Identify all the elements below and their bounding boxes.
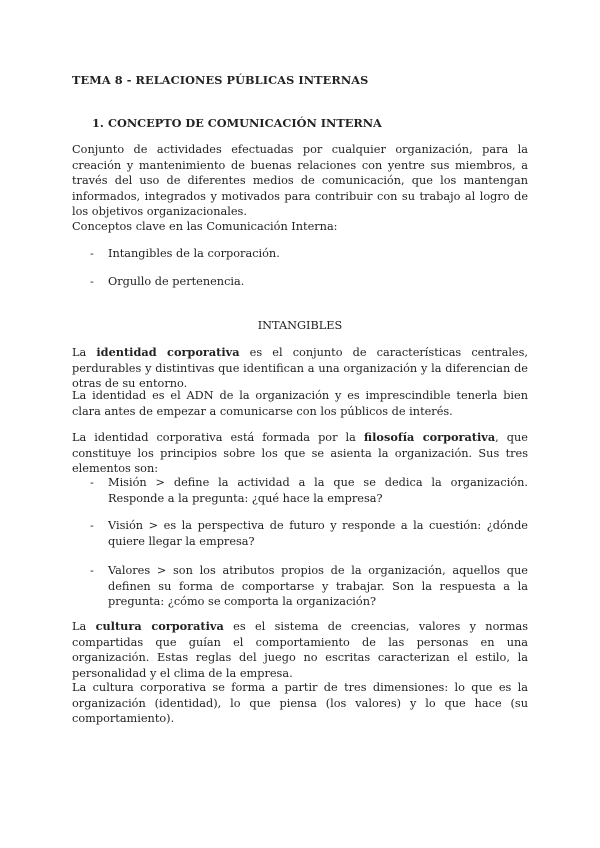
key-concepts-label: Conceptos clave en las Comunicación Interna: [72,220,338,233]
list-item [90,246,528,262]
list-item [90,518,528,549]
section-title: CONCEPTO DE COMUNICACIÓN INTERNA [108,116,382,130]
subheading-intangibles: INTANGIBLES [257,319,343,332]
paragraph-dimensiones: La cultura corporativa se forma a partir de tres dimensiones: lo que es la organización (identidad), lo que piensa (los valores) y lo que hace (su comportamiento). [72,681,528,725]
paragraph-filosofia: La identidad corporativa está formada por la filosofía corporativa, que constituye los principios sobre los que se asienta la organización. Sus tres elementos son: [72,430,528,475]
list-item [90,274,528,290]
list-item [90,475,528,506]
list-item-text: Visión > es la perspectiva de futuro y responde a la cuestión: ¿dónde quiere llegar la empresa? [108,519,528,548]
paragraph-cultura: La cultura corporativa es el sistema de creencias, valores y normas compartidas que guían el comportamiento de las personas en una organización. Estas reglas del juego no escritas caracterizan el estilo, la personalidad y el clima de la empresa. [72,619,529,680]
bullet-dash: - [90,564,94,577]
list-item-text: Misión > define la actividad a la que se dedica la organización. Responde a la pregunta: ¿qué hace la empresa? [108,476,528,505]
bullet-dash: - [90,247,94,260]
paragraph-identidad: La identidad corporativa es el conjunto de características centrales, perdurables y distintivas que identifican a una organización y la diferencian de otras de su entorno. [72,345,529,390]
list-item-text: Intangibles de la corporación. [108,247,280,260]
term-identidad-corporativa: identidad corporativa [96,345,240,359]
document-title: TEMA 8 - RELACIONES PÚBLICAS INTERNAS [72,73,369,87]
intro-paragraph: Conjunto de actividades efectuadas por cualquier organización, para la creación y mantenimiento de buenas relaciones con yentre sus miembros, a través del uso de diferentes medios de comunicación, que los mantengan informados, integrados y motivados para contribuir con su trabajo al logro de los objetivos organizacionales. [72,143,528,218]
section-heading [92,116,528,132]
section-number: 1. [92,116,104,130]
list-item [90,563,528,610]
term-filosofia-corporativa: filosofía corporativa [363,430,496,444]
list-item-text: Valores > son los atributos propios de la organización, aquellos que definen su forma de comportarse y trabajar. Son la respuesta a la pregunta: ¿cómo se comporta la organización? [108,564,528,608]
bullet-dash: - [90,275,94,288]
bullet-dash: - [90,476,94,489]
list-item-text: Orgullo de pertenencia. [108,275,245,288]
bullet-dash: - [90,519,94,532]
paragraph-adn: La identidad es el ADN de la organización y es imprescindible tenerla bien clara antes de empezar a comunicarse con los públicos de interés. [72,389,528,418]
term-cultura-corporativa: cultura corporativa [95,619,224,633]
